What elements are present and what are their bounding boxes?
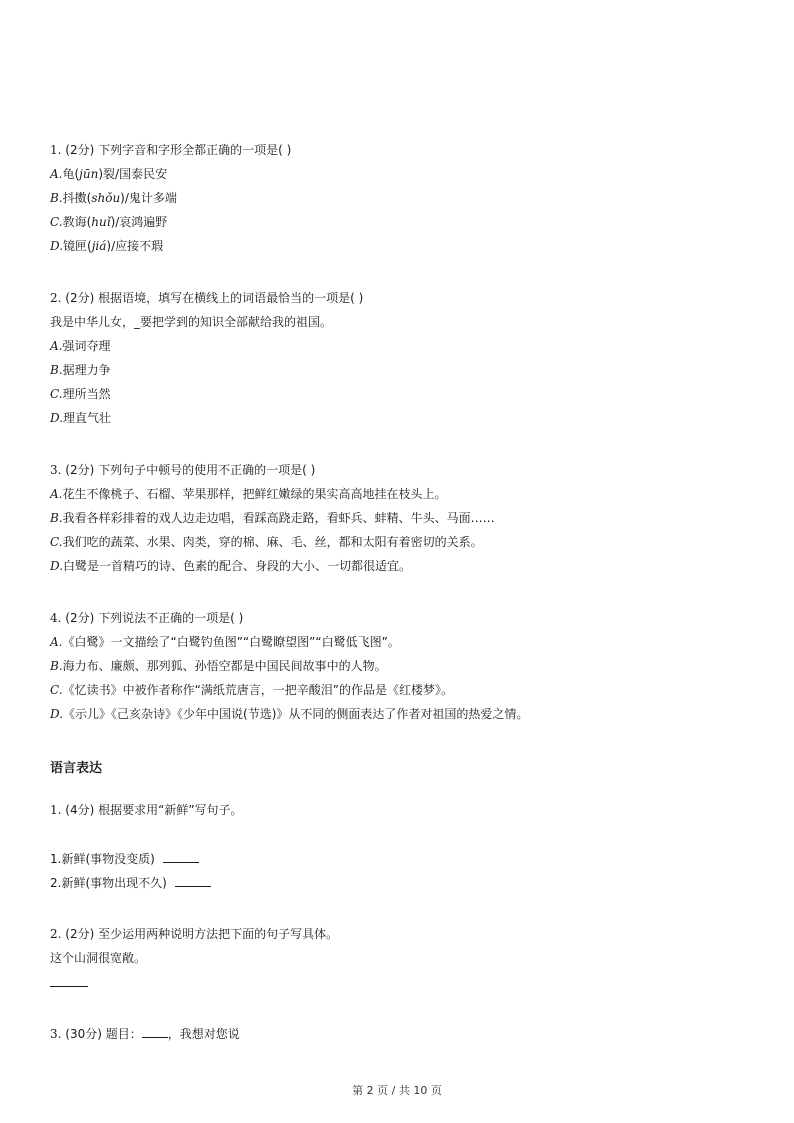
answer-blank[interactable] [50,974,88,987]
expr-q1-item-1: 1.新鲜(事物没变质) [50,850,199,867]
q1-option-c: C.教诲(huǐ)/哀鸿遍野 [50,215,168,229]
q4-option-d: D.《示儿》《己亥杂诗》《少年中国说(节选)》从不同的侧面表达了作者对祖国的热爱之情。 [50,707,529,721]
expr-q2-answer-line [50,974,88,991]
answer-blank[interactable] [163,850,199,863]
q1-option-b: B.抖擞(shǒu)/鬼计多端 [50,191,177,205]
q4-option-a: A.《白鹭》一文描绘了“白鹭钓鱼图”“白鹭瞭望图”“白鹭低飞图”。 [50,635,400,649]
answer-blank[interactable] [175,874,211,887]
section-title: 语言表达 [50,761,103,776]
q3-option-c: C.我们吃的蔬菜、水果、肉类，穿的棉、麻、毛、丝，都和太阳有着密切的关系。 [50,535,483,549]
expr-q1-stem: 1. (4分) 根据要求用“新鲜”写句子。 [50,803,243,817]
q4-option-b: B.海力布、廉颇、那列狐、孙悟空都是中国民间故事中的人物。 [50,659,387,673]
q1-stem: 1. (2分) 下列字音和字形全都正确的一项是( ) [50,143,292,157]
expr-q2-sentence: 这个山洞很宽敞。 [50,951,147,965]
q4-stem: 4. (2分) 下列说法不正确的一项是( ) [50,611,244,625]
q2-context: 我是中华儿女，_要把学到的知识全部献给我的祖国。 [50,315,333,329]
q2-option-c: C.理所当然 [50,387,111,401]
expr-q3-stem: 3. (30分) 题目： ，我想对您说 [50,1027,240,1041]
q2-option-d: D.理直气壮 [50,411,112,425]
expr-q1-item-2: 2.新鲜(事物出现不久) [50,874,211,891]
q3-option-d: D.白鹭是一首精巧的诗、色素的配合、身段的大小、一切都很适宜。 [50,559,412,573]
q3-stem: 3. (2分) 下列句子中顿号的使用不正确的一项是( ) [50,463,316,477]
q3-option-b: B.我看各样彩排着的戏人边走边唱，看踩高跷走路，看虾兵、蚌精、牛头、马面…… [50,511,495,525]
q2-stem: 2. (2分) 根据语境，填写在横线上的词语最恰当的一项是( ) [50,291,364,305]
q3-option-a: A.花生不像桃子、石榴、苹果那样，把鲜红嫩绿的果实高高地挂在枝头上。 [50,487,447,501]
q2-option-b: B.据理力争 [50,363,111,377]
page-footer: 第 2 页 / 共 10 页 [352,1084,442,1097]
q1-option-d: D.镜匣(jiá)/应接不瑕 [50,239,164,253]
q2-option-a: A.强词夺理 [50,339,111,353]
q4-option-c: C.《忆读书》中被作者称作“满纸荒唐言，一把辛酸泪”的作品是《红楼梦》。 [50,683,454,697]
q1-option-a: A.龟(jūn)裂/国泰民安 [50,167,168,181]
expr-q2-stem: 2. (2分) 至少运用两种说明方法把下面的句子写具体。 [50,927,339,941]
title-blank[interactable] [142,1025,168,1038]
